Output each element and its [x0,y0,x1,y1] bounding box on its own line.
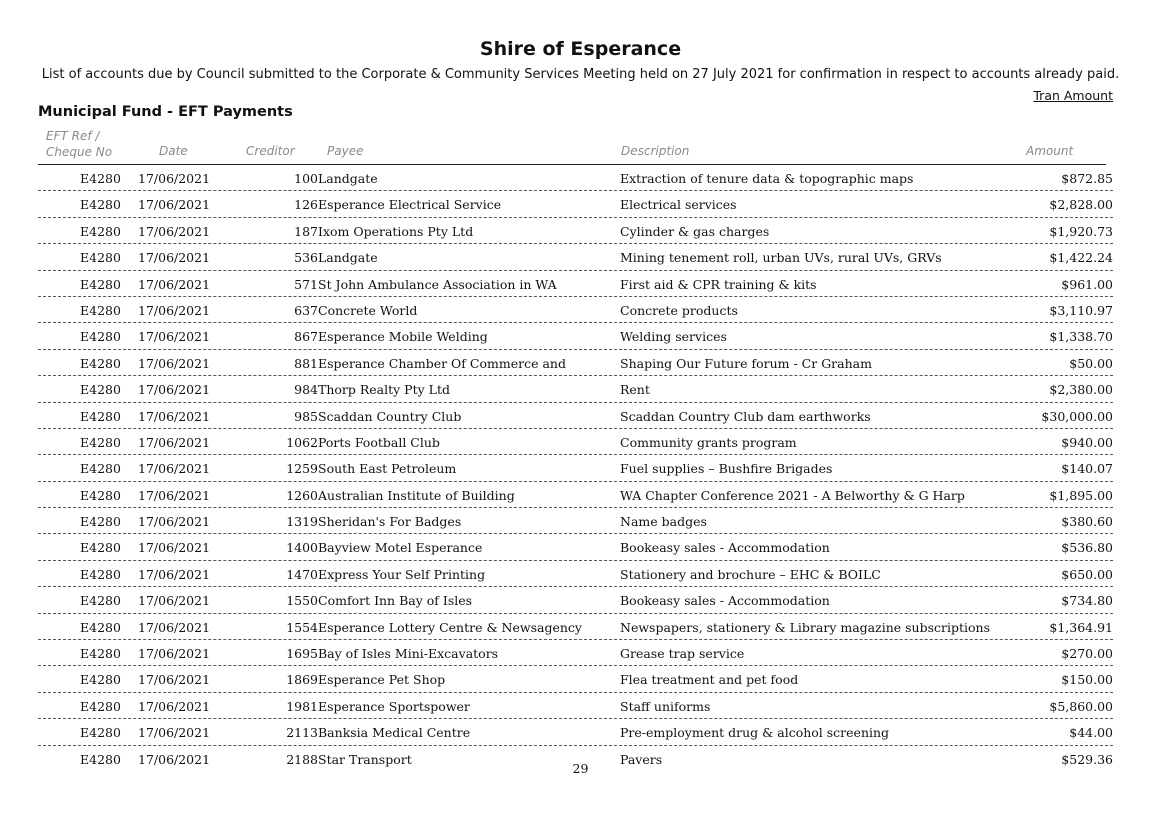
creditor-cell: 1259 [286,461,318,477]
description-cell: Flea treatment and pet food [620,672,799,688]
eft-ref-cell: E4280 [80,514,121,530]
description-cell: Bookeasy sales - Accommodation [620,540,830,556]
amount-cell: $2,828.00 [1049,197,1113,213]
eft-ref-cell: E4280 [80,646,121,662]
creditor-cell: 1695 [286,646,318,662]
table-row [38,404,1113,429]
eft-ref-cell: E4280 [80,461,121,477]
eft-ref-cell: E4280 [80,540,121,556]
eft-ref-cell: E4280 [80,751,121,767]
eft-ref-cell: E4280 [80,276,121,292]
payee-cell: Ixom Operations Pty Ltd [318,223,474,239]
eft-ref-cell: E4280 [80,725,121,741]
table-row [38,456,1113,481]
date-cell: 17/06/2021 [138,223,211,239]
creditor-cell: 536 [294,250,318,266]
eft-ref-cell: E4280 [80,382,121,398]
description-cell: Mining tenement roll, urban UVs, rural UVs, GRVs [620,250,942,266]
description-cell: Electrical services [620,197,737,213]
date-cell: 17/06/2021 [138,276,211,292]
table-row [38,245,1113,270]
amount-cell: $380.60 [1061,514,1113,530]
creditor-cell: 571 [294,276,318,292]
description-cell: WA Chapter Conference 2021 - A Belworthy & G Harp [620,487,965,503]
date-cell: 17/06/2021 [138,197,211,213]
amount-cell: $1,364.91 [1049,619,1113,635]
creditor-cell: 1400 [286,540,318,556]
eft-ref-cell: E4280 [80,329,121,345]
section-heading: Municipal Fund - EFT Payments [38,104,293,120]
table-row [38,272,1113,297]
creditor-cell: 2188 [286,751,318,767]
amount-cell: $5,860.00 [1049,698,1113,714]
payee-cell: Banksia Medical Centre [318,725,471,741]
description-cell: Staff uniforms [620,698,711,714]
creditor-cell: 1981 [286,698,318,714]
table-row [38,166,1113,191]
amount-cell: $150.00 [1061,672,1113,688]
payee-cell: Landgate [318,250,378,266]
date-cell: 17/06/2021 [138,646,211,662]
creditor-cell: 1550 [286,593,318,609]
creditor-cell: 985 [294,408,318,424]
payee-cell: Star Transport [318,751,412,767]
amount-cell: $2,380.00 [1049,382,1113,398]
payee-cell: Concrete World [318,302,418,318]
amount-cell: $1,422.24 [1049,250,1113,266]
table-row [38,562,1113,587]
eft-ref-cell: E4280 [80,250,121,266]
creditor-cell: 1319 [286,514,318,530]
creditor-cell: 881 [294,355,318,371]
eft-ref-cell: E4280 [80,698,121,714]
table-row [38,377,1113,402]
column-amount: Amount [1026,144,1074,158]
amount-cell: $1,895.00 [1049,487,1113,503]
table-row [38,720,1113,745]
page-number: 29 [572,761,589,776]
payments-table-body [0,166,1161,772]
creditor-cell: 1869 [286,672,318,688]
table-row [38,588,1113,613]
eft-ref-cell: E4280 [80,171,121,186]
table-row [38,615,1113,640]
amount-cell: $1,338.70 [1049,329,1113,345]
payee-cell: Express Your Self Printing [318,566,486,582]
amount-cell: $536.80 [1061,540,1113,556]
payee-cell: Ports Football Club [318,434,440,450]
description-cell: Grease trap service [620,646,745,662]
table-row [38,192,1113,217]
payee-cell: South East Petroleum [318,461,457,477]
description-cell: First aid & CPR training & kits [620,276,817,292]
table-row [38,694,1113,719]
payee-cell: Esperance Pet Shop [318,672,446,688]
date-cell: 17/06/2021 [138,487,211,503]
date-cell: 17/06/2021 [138,698,211,714]
date-cell: 17/06/2021 [138,514,211,530]
table-row [38,430,1113,455]
amount-cell: $940.00 [1061,434,1113,450]
eft-ref-cell: E4280 [80,672,121,688]
eft-ref-cell: E4280 [80,566,121,582]
payee-cell: Esperance Chamber Of Commerce and [318,355,566,371]
payee-cell: Bay of Isles Mini-Excavators [318,646,499,662]
tran-amount-label: Tran Amount [1033,88,1113,103]
date-cell: 17/06/2021 [138,408,211,424]
date-cell: 17/06/2021 [138,171,211,186]
amount-cell: $961.00 [1061,276,1113,292]
creditor-cell: 1260 [286,487,318,503]
payee-cell: Comfort Inn Bay of Isles [318,593,473,609]
amount-cell: $3,110.97 [1049,302,1113,318]
description-cell: Cylinder & gas charges [620,223,770,239]
eft-ref-cell: E4280 [80,408,121,424]
amount-cell: $270.00 [1061,646,1113,662]
description-cell: Scaddan Country Club dam earthworks [620,408,871,424]
description-cell: Stationery and brochure – EHC & BOILC [620,566,881,582]
creditor-cell: 637 [294,302,318,318]
description-cell: Pre-employment drug & alcohol screening [620,725,890,741]
table-row [38,351,1113,376]
table-row [38,641,1113,666]
payee-cell: Scaddan Country Club [318,408,462,424]
column-date: Date [159,144,188,158]
eft-ref-cell: E4280 [80,434,121,450]
eft-ref-cell: E4280 [80,355,121,371]
column-payee: Payee [327,144,364,158]
table-row [38,324,1113,349]
creditor-cell: 984 [294,382,318,398]
column-eft-ref [46,128,112,160]
description-cell: Pavers [620,751,663,767]
description-cell: Community grants program [620,434,797,450]
amount-cell: $529.36 [1061,751,1113,767]
creditor-cell: 1554 [286,619,318,635]
column-eft-ref-line1: EFT Ref / [46,129,100,143]
creditor-cell: 126 [294,197,318,213]
creditor-cell: 2113 [286,725,318,741]
date-cell: 17/06/2021 [138,566,211,582]
column-description: Description [621,144,690,158]
payee-cell: Sheridan's For Badges [318,514,462,530]
description-cell: Concrete products [620,302,738,318]
header-divider [38,164,1106,165]
table-row [38,219,1113,244]
amount-cell: $734.80 [1061,593,1113,609]
creditor-cell: 100 [294,171,318,186]
payee-cell: Australian Institute of Building [318,487,515,503]
page-subtitle: List of accounts due by Council submitted to the Corporate & Community Services Meeting held on 27 July 2021 for confirmation in respect to accounts already paid. [41,67,1120,82]
date-cell: 17/06/2021 [138,619,211,635]
date-cell: 17/06/2021 [138,434,211,450]
description-cell: Shaping Our Future forum - Cr Graham [620,355,872,371]
amount-cell: $1,920.73 [1049,223,1113,239]
eft-ref-cell: E4280 [80,223,121,239]
payee-cell: Landgate [318,171,378,186]
creditor-cell: 1062 [286,434,318,450]
column-cheque-no: Cheque No [46,145,113,159]
table-row [38,509,1113,534]
description-cell: Name badges [620,514,707,530]
creditor-cell: 867 [294,329,318,345]
date-cell: 17/06/2021 [138,250,211,266]
date-cell: 17/06/2021 [138,672,211,688]
date-cell: 17/06/2021 [138,461,211,477]
creditor-cell: 187 [294,223,318,239]
page-title: Shire of Esperance [479,38,682,60]
date-cell: 17/06/2021 [138,355,211,371]
table-row [38,535,1113,560]
payee-cell: Bayview Motel Esperance [318,540,483,556]
date-cell: 17/06/2021 [138,382,211,398]
payee-cell: Esperance Sportspower [318,698,470,714]
table-row [38,483,1113,508]
amount-cell: $650.00 [1061,566,1113,582]
eft-ref-cell: E4280 [80,302,121,318]
amount-cell: $44.00 [1069,725,1113,741]
date-cell: 17/06/2021 [138,593,211,609]
description-cell: Fuel supplies – Bushfire Brigades [620,461,833,477]
amount-cell: $50.00 [1069,355,1113,371]
date-cell: 17/06/2021 [138,302,211,318]
table-header [0,126,1161,164]
date-cell: 17/06/2021 [138,725,211,741]
creditor-cell: 1470 [286,566,318,582]
amount-cell: $872.85 [1061,171,1113,186]
date-cell: 17/06/2021 [138,540,211,556]
date-cell: 17/06/2021 [138,329,211,345]
eft-ref-cell: E4280 [80,197,121,213]
column-creditor: Creditor [246,144,295,158]
description-cell: Newspapers, stationery & Library magazine subscriptions [620,619,991,635]
eft-ref-cell: E4280 [80,487,121,503]
payee-cell: Esperance Electrical Service [318,197,502,213]
payee-cell: St John Ambulance Association in WA [318,276,557,292]
amount-cell: $140.07 [1061,461,1113,477]
table-row [38,667,1113,692]
table-row [38,298,1113,323]
amount-cell: $30,000.00 [1041,408,1113,424]
payee-cell: Esperance Mobile Welding [318,329,488,345]
description-cell: Welding services [620,329,727,345]
date-cell: 17/06/2021 [138,751,211,767]
payee-cell: Esperance Lottery Centre & Newsagency [318,619,582,635]
description-cell: Rent [620,382,650,398]
eft-ref-cell: E4280 [80,619,121,635]
eft-ref-cell: E4280 [80,593,121,609]
payee-cell: Thorp Realty Pty Ltd [318,382,450,398]
description-cell: Extraction of tenure data & topographic maps [620,171,914,186]
description-cell: Bookeasy sales - Accommodation [620,593,830,609]
